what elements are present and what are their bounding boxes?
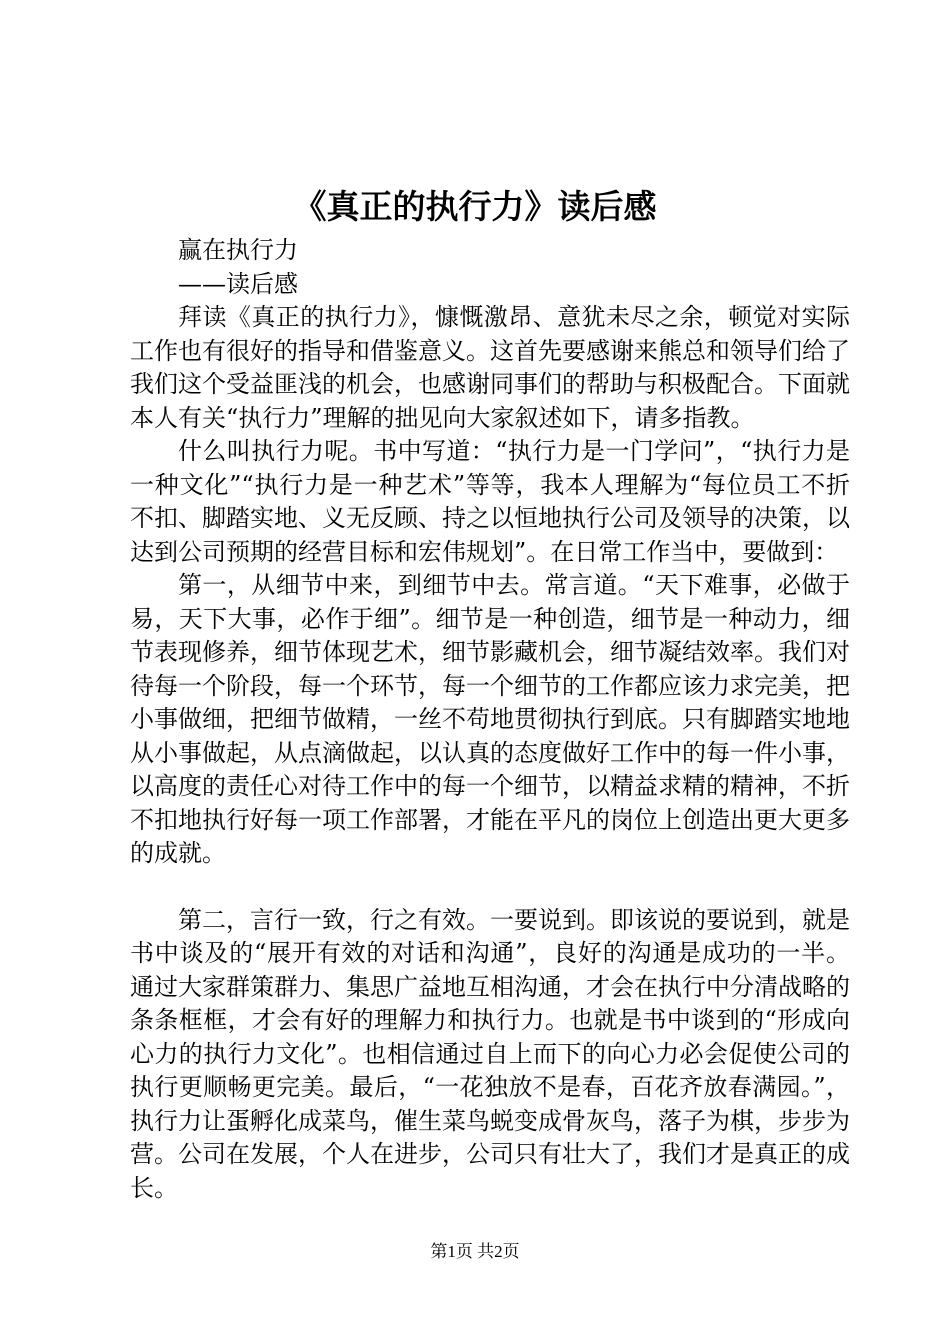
body-paragraph: 第二，言行一致，行之有效。一要说到。即该说的要说到，就是书中谈及的“展开有效的对话和沟通”，良好的沟通是成功的一半。通过大家群策群力、集思广益地互相沟通，才会在执行中分清战略的条条框框，才会有好的理解力和执行力。也就是书中谈到的“形成向心力的执行力文化”。也相信通过自上而下的向心力必会促使公司的执行更顺畅更完美。最后，“一花独放不是春，百花齐放春满园。”，执行力让蛋孵化成菜鸟，催生菜鸟蜕变成骨灰鸟，落子为棋，步步为营。公司在发展，个人在进步，公司只有壮大了，我们才是真正的成长。 xyxy=(130,905,850,1202)
subtitle-line: ——读后感 xyxy=(178,269,298,298)
page-indicator: 第1页 共2页 xyxy=(430,1242,520,1261)
body-paragraph: 什么叫执行力呢。书中写道：“执行力是一门学问”，“执行力是一种文化”“执行力是一种艺术”等等，我本人理解为“每位员工不折不扣、脚踏实地、义无反顾、持之以恒地执行公司及领导的决策，以达到公司预期的经营目标和宏伟规划”。在日常工作当中，要做到： xyxy=(130,437,850,566)
subtitle-line: 赢在执行力 xyxy=(178,236,298,264)
document-title: 《真正的执行力》读后感 xyxy=(293,187,657,226)
document-body xyxy=(130,234,850,1205)
body-paragraph: 拜读《真正的执行力》，慷慨激昂、意犹未尽之余，顿觉对实际工作也有很好的指导和借鉴意义。这首先要感谢来熊总和领导们给了我们这个受益匪浅的机会，也感谢同事们的帮助与积极配合。下面就本人有关“执行力”理解的拙见向大家叙述如下，请多指教。 xyxy=(130,303,850,432)
body-paragraph: 第一，从细节中来，到细节中去。常言道。“天下难事，必做于易，天下大事，必作于细”。细节是一种创造，细节是一种动力，细节表现修养，细节体现艺术，细节影藏机会，细节凝结效率。我们对待每一个阶段，每一个环节，每一个细节的工作都应该力求完美，把小事做细，把细节做精，一丝不苟地贯彻执行到底。只有脚踏实地地从小事做起，从点滴做起，以认真的态度做好工作中的每一件小事，以高度的责任心对待工作中的每一个细节，以精益求精的精神，不折不扣地执行好每一项工作部署，才能在平凡的岗位上创造出更大更多的成就。 xyxy=(130,571,850,867)
